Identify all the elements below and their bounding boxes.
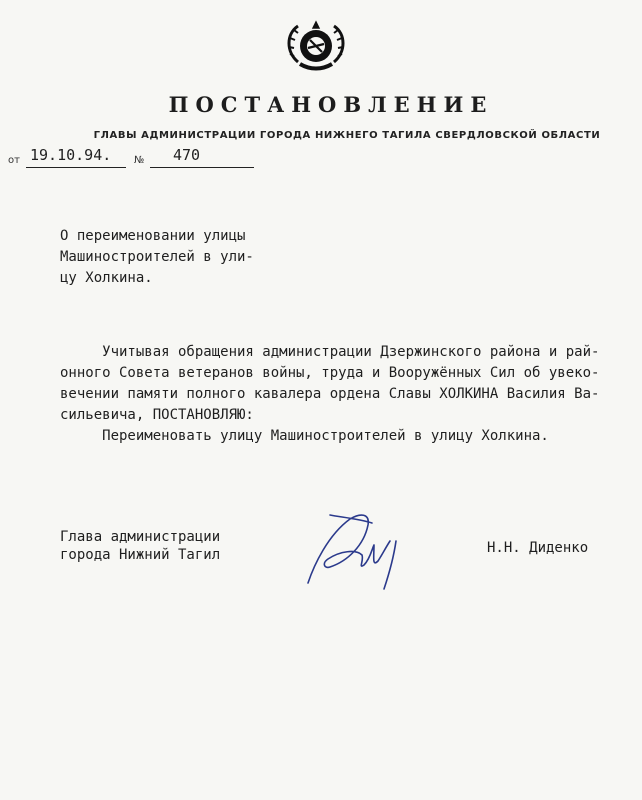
signer-position [60, 528, 220, 564]
resolution-body [60, 342, 599, 447]
position-line: города Нижний Тагил [60, 547, 221, 563]
number-underline [150, 167, 254, 168]
date-number-line [8, 145, 288, 171]
subject-block [60, 226, 254, 289]
body-line: сильевича, ПОСТАНОВЛЯЮ: [60, 407, 254, 423]
position-line: Глава администрации [60, 529, 221, 545]
date-label: от [8, 155, 20, 166]
document-title: ПОСТАНОВЛЕНИЕ [168, 92, 494, 117]
subject-line: О переименовании улицы [60, 228, 246, 244]
coat-of-arms-emblem-icon [280, 16, 352, 76]
document-number: 470 [173, 146, 201, 164]
document-subtitle: ГЛАВЫ АДМИНИСТРАЦИИ ГОРОДА НИЖНЕГО ТАГИЛА СВЕРДЛОВСКОЙ ОБЛАСТИ [93, 130, 601, 141]
subject-line: Машиностроителей в ули- [60, 249, 254, 265]
body-line: Учитывая обращения администрации Дзержинского района и рай- [60, 344, 600, 360]
number-label: № [134, 155, 145, 166]
subject-line: цу Холкина. [60, 270, 153, 286]
body-line: онного Совета ветеранов войны, труда и Вооружённых Сил об увеко- [60, 365, 600, 381]
body-line: Переименовать улицу Машиностроителей в улицу Холкина. [60, 428, 549, 444]
handwritten-signature-icon [300, 505, 410, 595]
document-date: 19.10.94. [30, 146, 112, 164]
body-line: вечении памяти полного кавалера ордена Славы ХОЛКИНА Василия Ва- [60, 386, 600, 402]
signer-name: Н.Н. Диденко [487, 540, 589, 556]
date-underline [26, 167, 126, 168]
